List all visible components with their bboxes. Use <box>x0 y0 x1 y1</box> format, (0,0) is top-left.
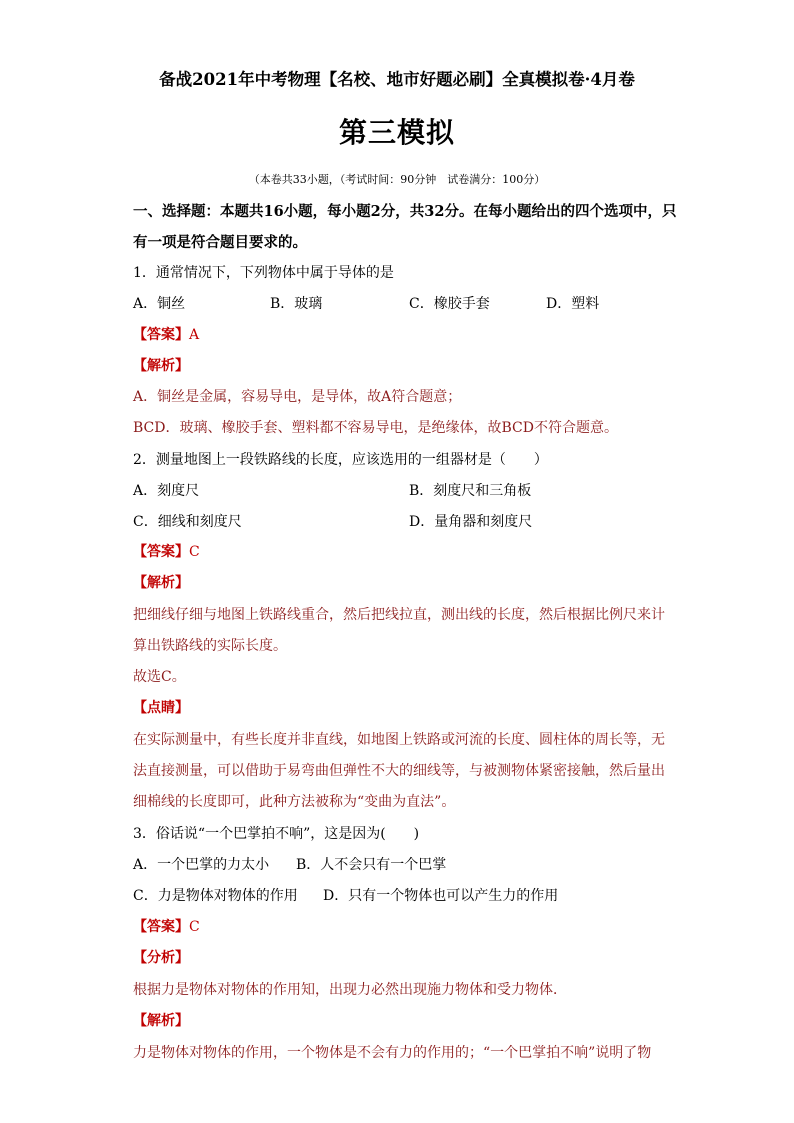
question-3-option-a: A．一个巴掌的力太小 <box>133 857 270 873</box>
question-2-analysis-line-3: 故选C。 <box>133 669 186 685</box>
section-heading-line-2: 有一项是符合题目要求的。 <box>133 234 307 251</box>
question-2-option-a: A．刻度尺 <box>133 483 200 499</box>
question-1-option-c: C．橡胶手套 <box>409 296 490 312</box>
question-3-answer <box>133 917 200 937</box>
question-3-fenxi-tag: 【分析】 <box>133 950 189 966</box>
question-2-analysis-tag: 【解析】 <box>133 575 189 591</box>
exam-header: 备战2021年中考物理【名校、地市好题必刷】全真模拟卷·4月卷 <box>159 70 635 89</box>
question-2-option-c: C．细线和刻度尺 <box>133 514 242 530</box>
page-title: 第三模拟 <box>338 116 455 149</box>
question-2-option-b: B．刻度尺和三角板 <box>409 483 532 499</box>
question-2-note-line-2: 法直接测量，可以借助于易弯曲但弹性不大的细线等，与被测物体紧密接触，然后量出 <box>133 763 665 779</box>
answer-value: C <box>189 919 200 935</box>
question-2-note-line-3: 细棉线的长度即可，此种方法被称为“变曲为直法”。 <box>133 794 456 810</box>
question-1-analysis-tag: 【解析】 <box>133 358 189 374</box>
question-1-option-b: B．玻璃 <box>270 296 323 312</box>
question-1-analysis-line-2: BCD．玻璃、橡胶手套、塑料都不容易导电，是绝缘体，故BCD不符合题意。 <box>133 420 618 436</box>
question-2-analysis-line-1: 把细线仔细与地图上铁路线重合，然后把线拉直，测出线的长度，然后根据比例尺来计 <box>133 607 665 623</box>
answer-tag: 【答案】 <box>133 544 189 560</box>
question-3-option-b: B．人不会只有一个巴掌 <box>296 857 447 873</box>
exam-info: （本卷共33小题，（考试时间：90分钟 试卷满分：100分） <box>248 173 546 186</box>
question-3-fenxi-text: 根据力是物体对物体的作用知，出现力必然出现施力物体和受力物体． <box>133 982 567 998</box>
answer-value: C <box>189 544 200 560</box>
question-3-analysis-line-1: 力是物体对物体的作用，一个物体是不会有力的作用的；“一个巴掌拍不响”说明了物 <box>133 1045 652 1061</box>
question-3-option-d: D．只有一个物体也可以产生力的作用 <box>323 888 559 904</box>
question-2-note-tag: 【点睛】 <box>133 700 189 716</box>
question-2-answer <box>133 542 200 562</box>
question-2-note-line-1: 在实际测量中，有些长度并非直线，如地图上铁路或河流的长度、圆柱体的周长等，无 <box>133 732 665 748</box>
question-2-stem: 2．测量地图上一段铁路线的长度，应该选用的一组器材是（ ） <box>133 452 548 468</box>
question-3-option-c: C．力是物体对物体的作用 <box>133 888 298 904</box>
section-heading-line-1: 一、选择题：本题共16小题，每小题2分，共32分。在每小题给出的四个选项中，只 <box>133 203 677 220</box>
answer-tag: 【答案】 <box>133 919 189 935</box>
question-1-analysis-line-1: A．铜丝是金属，容易导电，是导体，故A符合题意； <box>133 389 462 405</box>
question-1-option-d: D．塑料 <box>546 296 600 312</box>
question-2-analysis-line-2: 算出铁路线的实际长度。 <box>133 638 287 654</box>
question-1-answer <box>133 325 199 345</box>
answer-value: A <box>189 327 200 343</box>
question-3-stem: 3．俗话说“一个巴掌拍不响”，这是因为( ) <box>133 826 420 842</box>
question-1-option-a: A．铜丝 <box>133 296 186 312</box>
answer-tag: 【答案】 <box>133 327 189 343</box>
question-3-analysis-tag: 【解析】 <box>133 1013 189 1029</box>
question-1-stem: 1．通常情况下，下列物体中属于导体的是 <box>133 265 394 281</box>
question-2-option-d: D．量角器和刻度尺 <box>409 514 533 530</box>
